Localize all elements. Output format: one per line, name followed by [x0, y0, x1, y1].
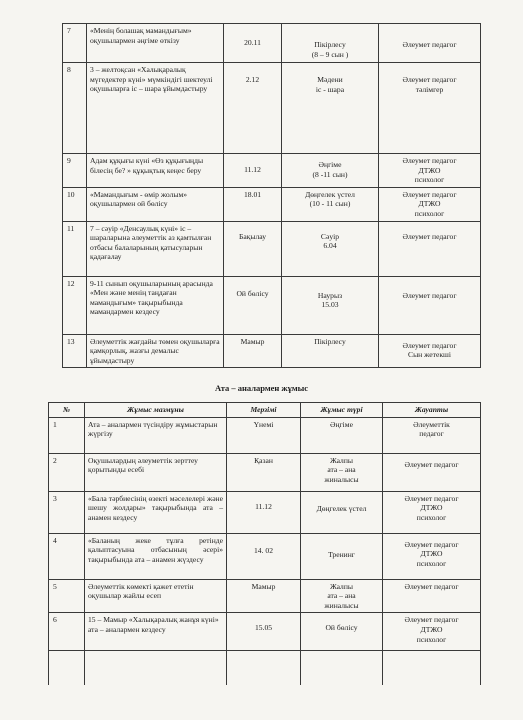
table-row [63, 63, 481, 154]
table-row [63, 221, 481, 276]
work-date: Ой бөлісу [224, 276, 282, 334]
table-row [63, 187, 481, 221]
col-header-responsible: Жауапты [383, 403, 481, 418]
responsible: Әлеумет педагог [383, 453, 481, 491]
row-number: 8 [63, 63, 87, 154]
responsible: Әлеумет педагог ДТЖО психолог [383, 533, 481, 579]
col-header-work: Жұмыс мазмұны [85, 403, 227, 418]
work-date: 11.12 [224, 154, 282, 188]
work-content: 9-11 сынып оқушыларының арасында «Мен және менің таңдаған мамандығым» тақырыбында мамандармен кездесу [87, 276, 224, 334]
work-date: Үнемі [227, 417, 301, 453]
work-date: 11.12 [227, 491, 301, 533]
work-content: 7 – сәуір «Денсаулық күні» іс –шараларына әлеуметтік аз қамтылған отбасы балаларының қатысуларын қадағалау [87, 221, 224, 276]
work-content: 3 – желтоқсан «Халықаралық мүгедектер күні» мүмкіндігі шектеулі оқушыларға іс – шара ұйымдастыру [87, 63, 224, 154]
work-form: Дөңгелек үстел [301, 491, 383, 533]
table-row [63, 154, 481, 188]
work-date: 20.11 [224, 24, 282, 63]
work-form: Әңгіме [301, 417, 383, 453]
row-number: 10 [63, 187, 87, 221]
col-header-date: Мерзімі [227, 403, 301, 418]
empty-cell [383, 651, 481, 685]
parents-work-table [48, 402, 481, 685]
work-content: Оқушылардың әлеуметтік зерттеу қорытынды есебі [85, 453, 227, 491]
table-header-row [49, 403, 481, 418]
table-row [49, 533, 481, 579]
work-date: 15.05 [227, 613, 301, 651]
row-number: 5 [49, 579, 85, 613]
work-date: 18.01 [224, 187, 282, 221]
responsible: Әлеумет педагог Сын жетекші [379, 334, 481, 368]
work-content: «Менің болашақ мамандығым» оқушылармен әңгіме өткізу [87, 24, 224, 63]
responsible: Әлеумет педагог [379, 221, 481, 276]
responsible: Әлеумет педагог [379, 276, 481, 334]
work-content: Ата – аналармен түсіндіру жұмыстарын жүргізу [85, 417, 227, 453]
work-form: Жалпы ата – ана жиналысы [301, 453, 383, 491]
row-number: 6 [49, 613, 85, 651]
work-form: Пікірлесу [282, 334, 379, 368]
row-number: 4 [49, 533, 85, 579]
row-number: 3 [49, 491, 85, 533]
responsible: Әлеуметтік педагог [383, 417, 481, 453]
table-row [63, 276, 481, 334]
work-form: Тренинг [301, 533, 383, 579]
table-row [63, 24, 481, 63]
table-row [49, 613, 481, 651]
activities-table [62, 23, 481, 368]
work-date: 14. 02 [227, 533, 301, 579]
work-content: Адам құқығы күні «Өз құқығыңды білесің бе? » құқықтық кеңес беру [87, 154, 224, 188]
work-form: Сәуір 6.04 [282, 221, 379, 276]
empty-cell [49, 651, 85, 685]
row-number: 11 [63, 221, 87, 276]
section-title: Ата – аналармен жұмыс [214, 383, 309, 393]
work-date: Мамыр [224, 334, 282, 368]
row-number: 2 [49, 453, 85, 491]
responsible: Әлеумет педагог ДТЖО психолог [383, 613, 481, 651]
row-number: 13 [63, 334, 87, 368]
table-row [49, 417, 481, 453]
work-date: Қазан [227, 453, 301, 491]
work-content: «Баланың жеке тұлға ретінде қалыптасуына отбасының әсері» тақырыбында ата – анамен жүздесу [85, 533, 227, 579]
responsible: Әлеумет педагог ДТЖО психолог [379, 154, 481, 188]
work-date: Бақылау [224, 221, 282, 276]
work-form: Дөңгелек үстел (10 - 11 сын) [282, 187, 379, 221]
col-header-form: Жұмыс түрі [301, 403, 383, 418]
table-row [63, 334, 481, 368]
responsible: Әлеумет педагог тәлімгер [379, 63, 481, 154]
responsible: Әлеумет педагог ДТЖО психолог [379, 187, 481, 221]
work-form: Пікірлесу (8 – 9 сын ) [282, 24, 379, 63]
work-form: Әңгіме (8 -11 сын) [282, 154, 379, 188]
work-form: Ой бөлісу [301, 613, 383, 651]
row-number: 1 [49, 417, 85, 453]
table-row [49, 579, 481, 613]
work-form: Наурыз 15.03 [282, 276, 379, 334]
work-content: «Бала тәрбиесінің өзекті мәселелері және шешу жолдары» тақырыбында ата – анамен кездесу [85, 491, 227, 533]
responsible: Әлеумет педагог ДТЖО психолог [383, 491, 481, 533]
table-row [49, 453, 481, 491]
work-form: Жалпы ата – ана жиналысы [301, 579, 383, 613]
table-row [49, 491, 481, 533]
empty-cell [227, 651, 301, 685]
row-number: 9 [63, 154, 87, 188]
work-date: 2.12 [224, 63, 282, 154]
empty-table-row [49, 651, 481, 685]
work-content: «Мамандығым - өмір жолым» оқушылармен ой бөлісу [87, 187, 224, 221]
work-form: Мәдени іс - шара [282, 63, 379, 154]
work-date: Мамыр [227, 579, 301, 613]
work-content: Әлеуметтік көмекті қажет ететін оқушылар жайлы есеп [85, 579, 227, 613]
work-content: 15 – Мамыр «Халықаралық жанұя күні» ата – аналармен кездесу [85, 613, 227, 651]
row-number: 7 [63, 24, 87, 63]
responsible: Әлеумет педагог [379, 24, 481, 63]
row-number: 12 [63, 276, 87, 334]
empty-cell [85, 651, 227, 685]
col-header-number: № [49, 403, 85, 418]
empty-cell [301, 651, 383, 685]
responsible: Әлеумет педагог [383, 579, 481, 613]
work-content: Әлеуметтік жағдайы төмен оқушыларға қамқорлық, жазғы демалыс ұйымдастыру [87, 334, 224, 368]
